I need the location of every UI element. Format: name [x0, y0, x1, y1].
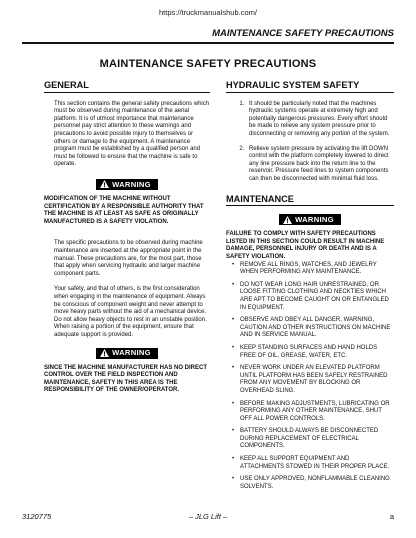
- warning-text-1: MODIFICATION OF THE MACHINE WITHOUT CERTIFICATION BY A RESPONSIBLE AUTHORITY THAT THE MACHINE IS AT LEAST AS SAFE AS ORIGINALLY MANUFACTURED IS A SAFETY VIOLATION.: [44, 196, 204, 225]
- source-url[interactable]: https://truckmanualshub.com/: [159, 8, 257, 17]
- warning-triangle-icon: [283, 216, 292, 224]
- list-item: 2. Relieve system pressure by activating the lift DOWN control with the platform completely lowered to direct any line pressure back into the return line to the reservoir. Pressure feed lines to system components can then be disconnected with minimal fluid loss.: [246, 146, 394, 184]
- warning-badge-1: [44, 179, 210, 192]
- warning-badge-2: [44, 348, 210, 361]
- general-para-3: Your safety, and that of others, is the first consideration when engaging in the maintenance of equipment. Always be conscious of component weight and never attempt to move heavy parts without the aid of a mechanical device. Do not allow heavy objects to rest in an unstable position. When raising a portion of the equipment, ensure that adequate support is provided.: [54, 286, 207, 338]
- list-item: • OBSERVE AND OBEY ALL DANGER, WARNING, CAUTION AND OTHER INSTRUCTIONS ON MACHINE AND IN SERVICE MANUAL.: [232, 317, 394, 340]
- maintenance-heading: MAINTENANCE: [226, 196, 394, 207]
- list-item: • DO NOT WEAR LONG HAIR UNRESTRAINED, OR LOOSE FITTING CLOTHING AND NECKTIES WHICH ARE APT TO BECOME CAUGHT ON OR ENTANGLED IN EQUIPMENT.: [232, 282, 394, 312]
- warning-triangle-icon: [100, 180, 109, 188]
- list-item: • USE ONLY APPROVED, NONFLAMMABLE CLEANING SOLVENTS.: [232, 476, 394, 491]
- doc-number: 3120775: [22, 512, 52, 521]
- list-item: 1. It should be particularly noted that the machines hydraulic systems operate at extremely high and potentially dangerous pressures. Every effort should be made to relieve any system pressure prior to disconnecting or removing any portion of the system.: [246, 101, 394, 139]
- list-item: • REMOVE ALL RINGS, WATCHES, AND JEWELRY WHEN PERFORMING ANY MAINTENANCE.: [232, 262, 394, 277]
- running-header: MAINTENANCE SAFETY PRECAUTIONS: [212, 28, 394, 39]
- list-item: • KEEP STANDING SURFACES AND HAND HOLDS FREE OF OIL, GREASE, WATER, ETC.: [232, 345, 394, 360]
- page-number: a: [389, 512, 394, 521]
- maintenance-bullets: [226, 262, 394, 492]
- left-column: [44, 82, 210, 395]
- warning-label: WARNING: [295, 214, 334, 224]
- list-item: • BATTERY SHOULD ALWAYS BE DISCONNECTED DURING REPLACEMENT OF ELECTRICAL COMPONENTS.: [232, 428, 394, 451]
- right-column: [226, 82, 394, 496]
- list-item: • KEEP ALL SUPPORT EQUIPMENT AND ATTACHMENTS STOWED IN THEIR PROPER PLACE.: [232, 456, 394, 471]
- general-intro: This section contains the general safety precautions which must be observed during maintenance of the aerial platform. It is of utmost importance that maintenance personnel pay strict attention to these warnings and precautions to avoid possible injury to themselves or others or damage to the equipment. A maintenance program must be established by a qualified person and must be followed to ensure that the machine is safe to operate.: [54, 100, 210, 168]
- warning-text-2: SINCE THE MACHINE MANUFACTURER HAS NO DIRECT CONTROL OVER THE FIELD INSPECTION AND MAINTENANCE, SAFETY IN THIS AREA IS THE RESPONSIBILITY OF THE OWNER/OPERATOR.: [44, 364, 208, 394]
- list-item: • BEFORE MAKING ADJUSTMENTS, LUBRICATING OR PERFORMING ANY OTHER MAINTENANCE, SHUT OFF ALL POWER CONTROLS.: [232, 401, 394, 424]
- page-title: MAINTENANCE SAFETY PRECAUTIONS: [99, 58, 317, 70]
- list-item: • NEVER WORK UNDER AN ELEVATED PLATFORM UNTIL PLATFORM HAS BEEN SAFELY RESTRAINED FROM ANY MOVEMENT BY BLOCKING OR OVERHEAD SLING.: [232, 365, 394, 395]
- header-rule: [22, 42, 394, 44]
- warning-label: WARNING: [112, 348, 151, 358]
- general-heading: GENERAL: [44, 82, 210, 93]
- warning-badge-3: [226, 214, 394, 227]
- hydraulic-list: [226, 101, 394, 184]
- warning-triangle-icon: [100, 349, 109, 357]
- maintenance-warning-text: FAILURE TO COMPLY WITH SAFETY PRECAUTIONS LISTED IN THIS SECTION COULD RESULT IN MACHINE DAMAGE, PERSONNEL INJURY OR DEATH AND IS A SAFETY VIOLATION.: [226, 231, 385, 260]
- footer-brand: – JLG Lift –: [188, 512, 228, 521]
- warning-label: WARNING: [112, 179, 151, 189]
- hydraulic-heading: HYDRAULIC SYSTEM SAFETY: [226, 82, 394, 93]
- general-para-2: The specific precautions to be observed during machine maintenance are inserted at the appropriate point in the manual. These precautions are, for the most part, those that apply when servicing hydraulic and larger machine component parts.: [54, 240, 203, 277]
